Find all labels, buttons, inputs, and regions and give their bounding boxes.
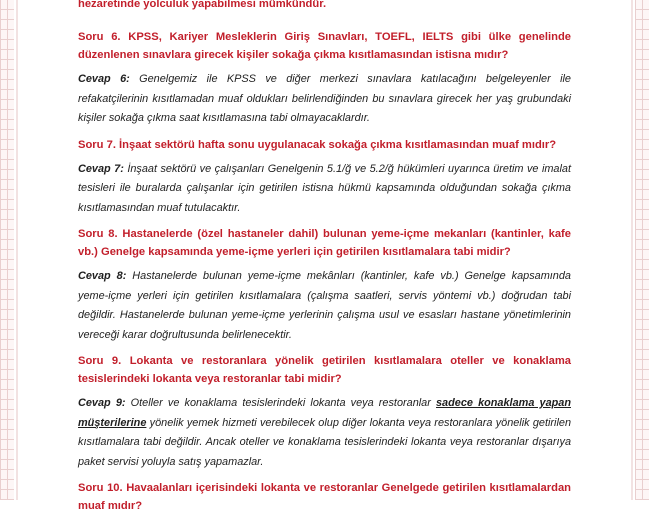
answer-7: [78, 160, 571, 219]
answer-9-text-after: yönelik yemek hizmeti verebilecek olup diğer lokanta veya restoranlara yönelik getirilen kısıtlamalara tabi değildir. Ancak oteller ve konaklama tesislerindeki lokanta veya restoranlar dışarıya paket servisi yoluyla satış yapamazlar.: [78, 416, 571, 468]
answer-9: [78, 394, 571, 472]
question-8: Soru 8. Hastanelerde (özel hastaneler dahil) bulunan yeme-içme mekanları (kantinler, kafe vb.) Genelge kapsamında yeme-içme yerleri için getirilen kısıtlamalara tabi midir?: [78, 228, 571, 258]
border-line-left: [16, 0, 18, 500]
answer-6-text: Genelgemiz ile KPSS ve diğer merkezi sınavlara katılacağını belgeleyenler ile refakatçilerinin kısıtlamadan muaf oldukları belirlendiğinden bu sınavlara girecek her yaş grubundaki kişiler sokağa çıkma saat kısıtlamasına tabi olmayacaklardır.: [78, 73, 571, 124]
question-7: Soru 7. İnşaat sektörü hafta sonu uygulanacak sokağa çıkma kısıtlamasından muaf mıdır?: [78, 138, 557, 151]
answer-9-text-before: Oteller ve konaklama tesislerindeki lokanta veya restoranlar: [125, 397, 436, 409]
answer-9-label: Cevap 9:: [78, 397, 126, 409]
answer-9-emphasis: sadece konaklama yapan müşterilerine: [78, 397, 571, 429]
answer-8: [78, 267, 571, 345]
answer-6: [78, 70, 571, 129]
question-10: Soru 10. Havaalanları içerisindeki lokanta ve restoranlar Genelgede getirilen kısıtlamalardan muaf mıdır?: [78, 482, 571, 512]
decorative-border-right: [635, 0, 649, 500]
answer-8-text: Hastanelerde bulunan yeme-içme mekânları (kantinler, kafe vb.) Genelge kapsamında yeme-içme yerleri için getirilen kısıtlamalara (çalışma saatleri, servis yöntemi vb.) doğrudan tabi değildir. Hastanelerde bulunan yeme-içme yerlerinin çalışma usul ve esasları hastane yönetimlerinin vereceği karar doğrultusunda belirlenecektir.: [78, 270, 571, 341]
decorative-border-left: [0, 0, 14, 500]
question-9: Soru 9. Lokanta ve restoranlara yönelik getirilen kısıtlamalara oteller ve konaklama tesislerindeki lokanta veya restoranlar tabi midir?: [78, 355, 571, 385]
answer-7-text: İnşaat sektörü ve çalışanları Genelgenin 5.1/ğ ve 5.2/ğ hükümleri uyarınca üretim ve imalat tesisleri ile buralarda çalışanlar için getirilen istisna hükmü kapsamında olduğundan sokağa çıkma kısıtlamasından muaf tutulacaktır.: [78, 162, 571, 214]
faq-content: [78, 0, 571, 521]
answer-6-label: Cevap 6:: [78, 73, 130, 85]
top-fragment-text: hezaretinde yolculuk yapabilmesi mümkündür.: [78, 0, 327, 10]
border-line-right: [631, 0, 633, 500]
answer-7-label: Cevap 7:: [78, 162, 124, 175]
question-6: Soru 6. KPSS, Kariyer Mesleklerin Giriş Sınavları, TOEFL, IELTS gibi ülke genelinde düzenlenen sınavlara girecek kişiler sokağa çıkma kısıtlamasından istisna mıdır?: [78, 31, 571, 61]
answer-8-label: Cevap 8:: [78, 270, 127, 282]
